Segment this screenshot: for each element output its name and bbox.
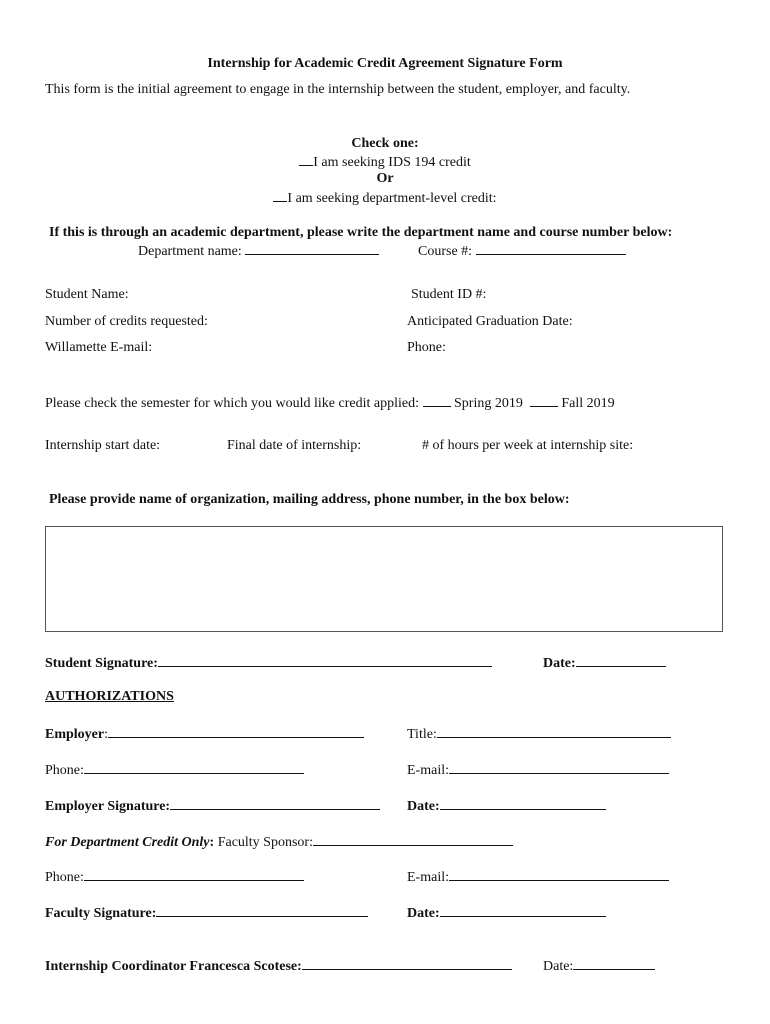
check-option-department[interactable] <box>0 189 770 207</box>
faculty-phone-line[interactable] <box>84 868 304 881</box>
intro-text: This form is the initial agreement to engage in the internship between the student, employer, and faculty. <box>45 82 631 97</box>
hours-per-week-field[interactable]: # of hours per week at internship site: <box>422 438 634 453</box>
fall-checkbox[interactable] <box>530 394 558 407</box>
check-blank[interactable] <box>273 189 287 202</box>
faculty-phone-field[interactable] <box>45 868 304 886</box>
student-date-label: Date: <box>543 656 576 671</box>
student-signature-field[interactable] <box>45 654 492 672</box>
semester-row <box>45 394 615 412</box>
employer-phone-label: Phone: <box>45 763 84 778</box>
coordinator-label: Internship Coordinator Francesca Scotese: <box>45 959 302 974</box>
employer-field[interactable]: Employer: <box>45 725 364 743</box>
page-title: Internship for Academic Credit Agreement Signature Form <box>207 56 563 71</box>
department-credit-only-label: For Department Credit Only <box>45 835 210 850</box>
faculty-signature-label: Faculty Signature: <box>45 906 157 921</box>
spring-checkbox[interactable] <box>423 394 451 407</box>
start-date-field[interactable]: Internship start date: <box>45 438 161 453</box>
fall-label: Fall 2019 <box>561 396 615 411</box>
coordinator-date-label: Date: <box>543 959 574 974</box>
employer-email-label: E-mail: <box>407 763 449 778</box>
employer-signature-line[interactable] <box>170 797 380 810</box>
email-field[interactable]: Willamette E-mail: <box>45 340 153 355</box>
graduation-date-field[interactable]: Anticipated Graduation Date: <box>407 314 573 329</box>
student-date-field[interactable] <box>543 654 666 672</box>
faculty-sponsor-field[interactable]: For Department Credit Only: Faculty Sponsor: <box>45 833 513 851</box>
phone-field[interactable]: Phone: <box>407 340 446 355</box>
faculty-email-line[interactable] <box>449 868 669 881</box>
organization-info-box[interactable] <box>45 526 723 632</box>
coordinator-signature-field[interactable] <box>45 957 512 975</box>
semester-prompt: Please check the semester for which you would like credit applied: <box>45 396 419 411</box>
course-number-label: Course #: <box>418 244 473 259</box>
faculty-date-field[interactable] <box>407 904 606 922</box>
course-number-field[interactable] <box>418 242 626 260</box>
faculty-email-label: E-mail: <box>407 870 449 885</box>
spring-label: Spring 2019 <box>454 396 523 411</box>
employer-label: Employer <box>45 727 105 742</box>
faculty-sponsor-line[interactable] <box>313 833 513 846</box>
employer-title-field[interactable] <box>407 725 671 743</box>
coordinator-signature-line[interactable] <box>302 957 512 970</box>
employer-line[interactable] <box>108 725 364 738</box>
or-label: Or <box>376 171 394 186</box>
faculty-date-line[interactable] <box>440 904 606 917</box>
student-id-field[interactable]: Student ID #: <box>411 287 487 302</box>
employer-date-label: Date: <box>407 799 440 814</box>
coordinator-date-field[interactable] <box>543 957 655 975</box>
credits-requested-field[interactable]: Number of credits requested: <box>45 314 208 329</box>
coordinator-date-line[interactable] <box>573 957 655 970</box>
employer-email-field[interactable] <box>407 761 669 779</box>
faculty-phone-label: Phone: <box>45 870 84 885</box>
employer-signature-field[interactable] <box>45 797 380 815</box>
department-name-field[interactable] <box>138 242 379 260</box>
check-blank[interactable] <box>299 153 313 166</box>
org-instruction: Please provide name of organization, mailing address, phone number, in the box below: <box>49 492 570 507</box>
employer-signature-label: Employer Signature: <box>45 799 171 814</box>
student-date-line[interactable] <box>576 654 666 667</box>
faculty-signature-field[interactable] <box>45 904 368 922</box>
authorizations-heading: AUTHORIZATIONS <box>45 689 174 704</box>
check-one-heading: Check one: <box>351 136 419 151</box>
employer-phone-line[interactable] <box>84 761 304 774</box>
student-name-field[interactable]: Student Name: <box>45 287 129 302</box>
faculty-date-label: Date: <box>407 906 440 921</box>
department-name-label: Department name: <box>138 244 242 259</box>
check-option-department-label: I am seeking department-level credit: <box>287 191 497 206</box>
check-option-ids194-label: I am seeking IDS 194 credit <box>313 155 471 170</box>
employer-date-line[interactable] <box>440 797 606 810</box>
final-date-field[interactable]: Final date of internship: <box>227 438 362 453</box>
student-signature-line[interactable] <box>158 654 492 667</box>
department-instruction: If this is through an academic department, please write the department name and course number below: <box>49 225 673 240</box>
faculty-sponsor-label: Faculty Sponsor: <box>217 835 313 850</box>
employer-title-label: Title: <box>407 727 437 742</box>
student-signature-label: Student Signature: <box>45 656 158 671</box>
check-option-ids194[interactable] <box>0 153 770 171</box>
employer-email-line[interactable] <box>449 761 669 774</box>
employer-title-line[interactable] <box>437 725 671 738</box>
employer-date-field[interactable] <box>407 797 606 815</box>
employer-phone-field[interactable] <box>45 761 304 779</box>
department-name-input[interactable] <box>245 242 379 255</box>
course-number-input[interactable] <box>476 242 626 255</box>
faculty-signature-line[interactable] <box>156 904 368 917</box>
faculty-email-field[interactable] <box>407 868 669 886</box>
